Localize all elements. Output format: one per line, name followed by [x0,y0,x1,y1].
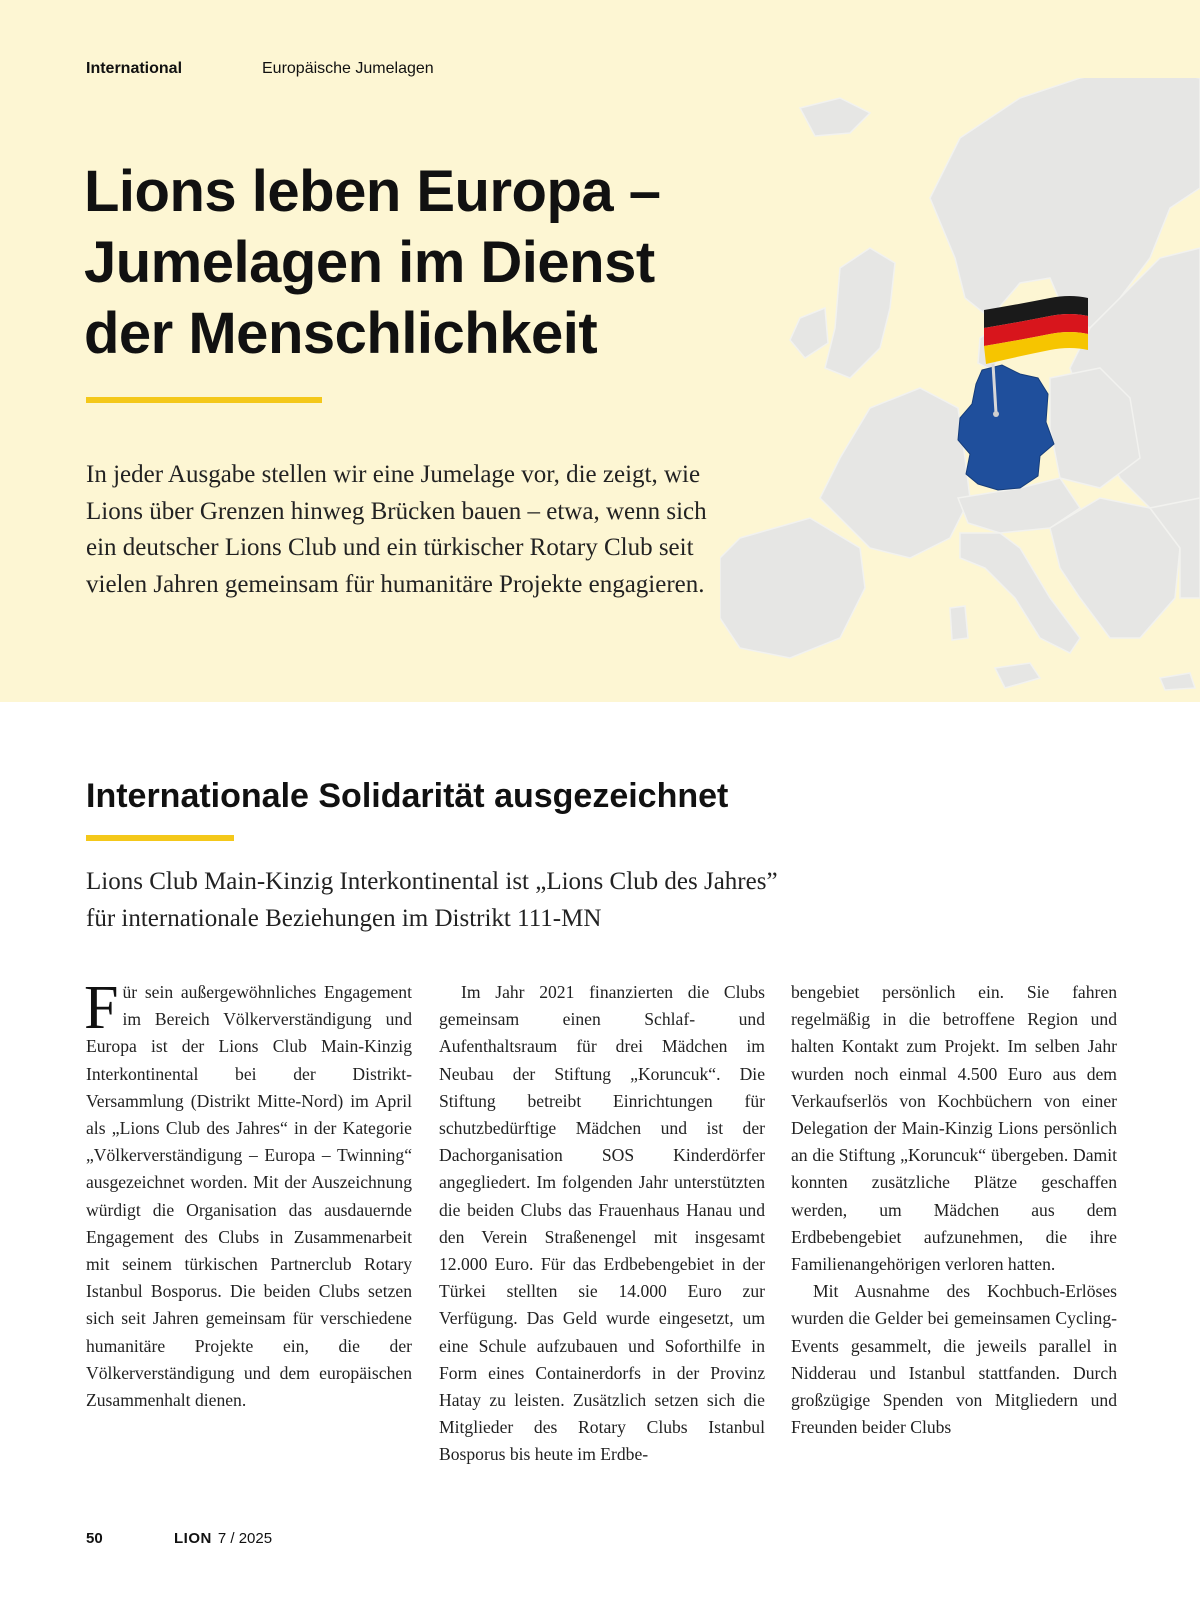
topic-label: Europäische Jumelagen [262,60,434,77]
issue-number: 7 / 2025 [217,1530,273,1547]
title-line-3: der Menschlichkeit [84,301,598,366]
page-number: 50 [86,1530,103,1547]
article-deck [86,864,946,937]
europe-map-illustration [720,78,1200,702]
hero-section [0,0,1200,702]
magazine-name: LION [174,1530,212,1547]
drop-cap: F [84,974,119,1042]
column-3-text-a: bengebiet persönlich ein. Sie fahren regelmäßig in die betroffene Region und halten Kontakt zum Projekt. Im selben Jahr wurden noch einmal 4.500 Euro aus dem Verkaufserlös von Kochbüchern von einer Delegation der Main-Kinzig Lions persönlich an die Stiftung „Koruncuk“ übergeben. Damit konnten zusätzliche Plätze geschaffen werden, um Mädchen aus dem Erdbebengebiet aufzunehmen, die ihre Familienangehörigen verloren hatten. [791,982,1117,1275]
page-title [84,156,724,369]
column-2-text: Im Jahr 2021 finanzierten die Clubs gemeinsam einen Schlaf- und Aufenthaltsraum für drei Mädchen im Neubau der Stiftung „Koruncuk“. Die Stiftung betreibt Einrichtungen für schutzbedürftige Mädchen und ist der Dachorganisation SOS Kinderdörfer angegliedert. Im folgenden Jahr unterstützten die beiden Clubs das Frauenhaus Hanau und den Verein Straßenengel mit insgesamt 12.000 Euro. Für das Erdbebengebiet in der Türkei stellten sie 14.000 Euro zur Verfügung. Das Geld wurde eingesetzt, um eine Schule aufzubauen und Soforthilfe in Form eines Containerdorfs in der Provinz Hatay zu leisten. Zusätzlich setzen sich die Mitglieder des Rotary Clubs Istanbul Bosporus bis heute im Erdbe- [439,982,765,1465]
deck-line-2: für internationale Beziehungen im Distrikt 111-MN [86,904,602,932]
article-column-1 [84,974,412,1414]
section-label: International [86,60,183,77]
title-accent-rule [86,397,322,403]
germany-shape [958,365,1054,490]
article-column-2 [439,979,765,1469]
magazine-issue [174,1529,272,1549]
article-column-3 [791,979,1117,1441]
column-3-text-b: Mit Ausnahme des Kochbuch-Erlöses wurden die Gelder bei gemeinsamen Cycling-Events gesammelt, die jeweils parallel in Nidderau und Istanbul stattfanden. Durch großzügige Spenden von Mitgliedern und Freunden beider Clubs [791,1281,1117,1438]
article-accent-rule [86,835,234,841]
column-1-text: ür sein außergewöhnliches Engagement im Bereich Völkerverständigung und Europa ist der Lions Club Main-Kinzig Interkontinental bei der Distrikt-Versammlung (Distrikt Mitte-Nord) im April als „Lions Club des Jahres“ in der Kategorie „Völkerverständigung – Europa – Twinning“ ausgezeichnet worden. Mit der Auszeichnung würdigt die Organisation das ausdauernde Engagement des Clubs in Zusammenarbeit mit seinem türkischen Partnerclub Rotary Istanbul Bosporus. Die beiden Clubs setzen sich seit Jahren gemeinsam für verschiedene humanitäre Projekte ein, die der Völkerverständigung und dem europäischen Zusammenhalt dienen. [86,982,412,1411]
intro-paragraph: In jeder Ausgabe stellen wir eine Jumelage vor, die zeigt, wie Lions über Grenzen hinweg Brücken bauen – etwa, wenn sich ein deutscher Lions Club und ein türkischer Rotary Club seit vielen Jahren gemeinsam für humanitäre Projekte engagieren. [86,461,707,598]
title-line-1: Lions leben Europa – [84,159,661,224]
article-heading: Internationale Solidarität ausgezeichnet [86,777,729,815]
title-line-2: Jumelagen im Dienst [84,230,655,295]
deck-line-1: Lions Club Main-Kinzig Interkontinental ist „Lions Club des Jahres” [86,868,778,895]
